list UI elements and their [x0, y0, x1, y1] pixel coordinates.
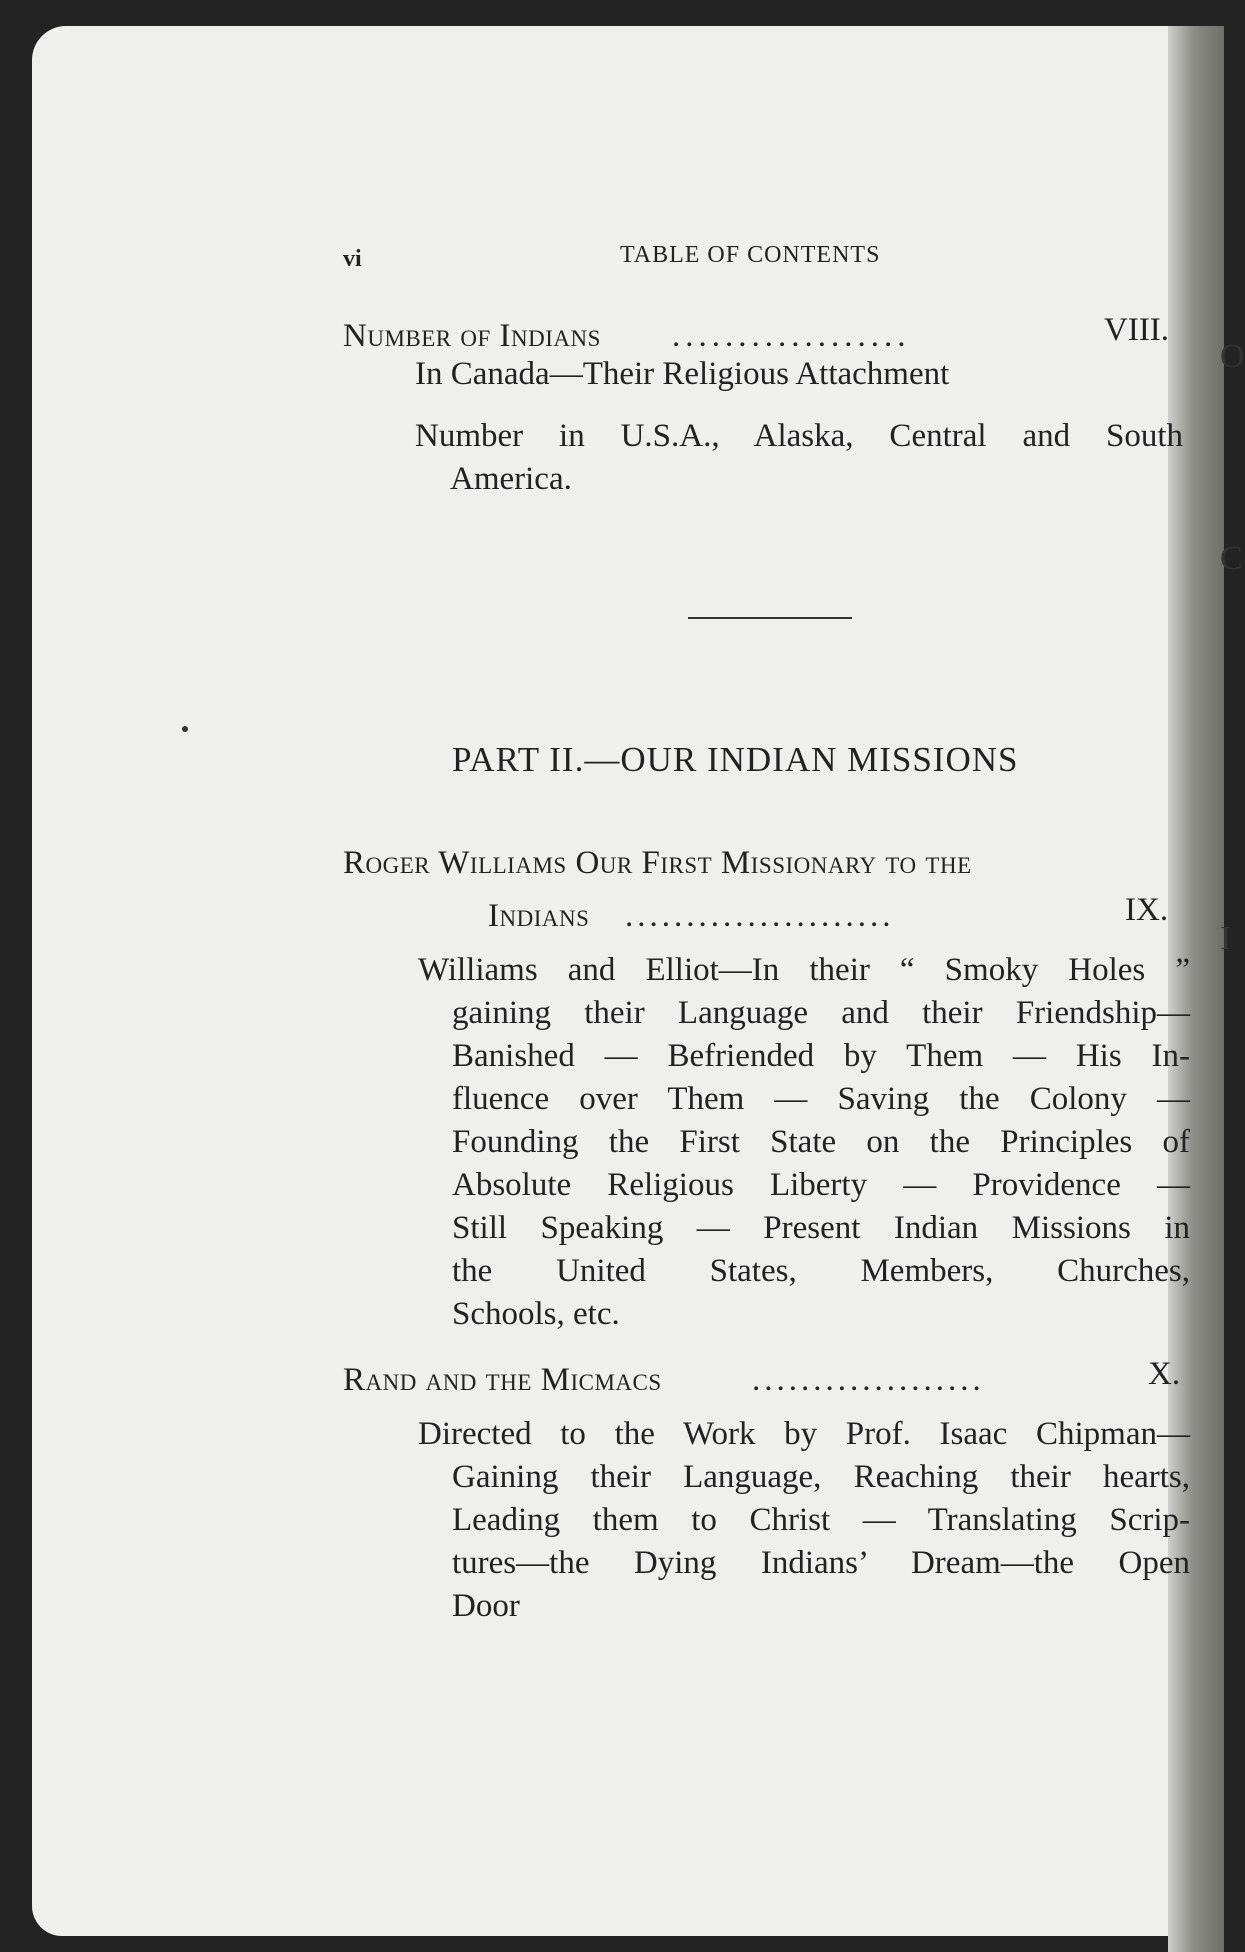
entry-description-line: In Canada—Their Religious Attachment	[415, 356, 950, 392]
entry-heading-rand-and-the-micmacs: Rand and the Micmacs	[343, 1362, 662, 1398]
page-number: vi	[343, 246, 362, 272]
entry-description-line: Founding the First State on the Principles of	[452, 1124, 1190, 1160]
entry-description-line: the United States, Members, Churches,	[452, 1253, 1190, 1289]
entry-description-line: Schools, etc.	[452, 1296, 620, 1332]
ink-speck	[182, 726, 188, 732]
dot-leader: ...................	[752, 1362, 985, 1398]
entry-heading-continued: Indians	[488, 898, 590, 934]
entry-description-line: Still Speaking — Present Indian Missions in	[452, 1210, 1190, 1246]
entry-heading-number-of-indians: Number of Indians	[343, 318, 601, 354]
entry-description-line: tures—the Dying Indians’ Dream—the Open	[452, 1545, 1190, 1581]
entry-description-line: fluence over Them — Saving the Colony —	[452, 1081, 1190, 1117]
edge-letter: C	[1220, 540, 1243, 577]
entry-description-line: Leading them to Christ — Translating Scrip-	[452, 1502, 1190, 1538]
entry-description-line: Door	[452, 1588, 520, 1624]
entry-description-line: Directed to the Work by Prof. Isaac Chipman—	[418, 1416, 1190, 1452]
entry-description-line: Gaining their Language, Reaching their hearts,	[452, 1459, 1190, 1495]
facing-page-edge	[1168, 26, 1224, 1952]
chapter-number: VIII.	[1104, 312, 1170, 348]
chapter-number: X.	[1148, 1356, 1181, 1392]
dot-leader: ..................	[672, 318, 911, 354]
entry-description-line: America.	[450, 461, 572, 497]
running-title: TABLE OF CONTENTS	[620, 242, 881, 268]
entry-heading-roger-williams: Roger Williams Our First Missionary to the	[343, 845, 972, 881]
edge-letter: I	[1220, 920, 1232, 957]
edge-letter: O	[1220, 338, 1245, 375]
dot-leader: ......................	[625, 898, 895, 934]
chapter-number: IX.	[1125, 892, 1169, 928]
entry-description-line: Banished — Befriended by Them — His In-	[452, 1038, 1190, 1074]
part-title: PART II.—OUR INDIAN MISSIONS	[452, 740, 1019, 779]
section-divider	[688, 617, 852, 619]
entry-description-line: gaining their Language and their Friendship—	[452, 995, 1190, 1031]
entry-description-line: Williams and Elliot—In their “ Smoky Holes ”	[418, 952, 1190, 988]
entry-description-line: Number in U.S.A., Alaska, Central and South	[415, 418, 1183, 454]
entry-description-line: Absolute Religious Liberty — Providence —	[452, 1167, 1190, 1203]
